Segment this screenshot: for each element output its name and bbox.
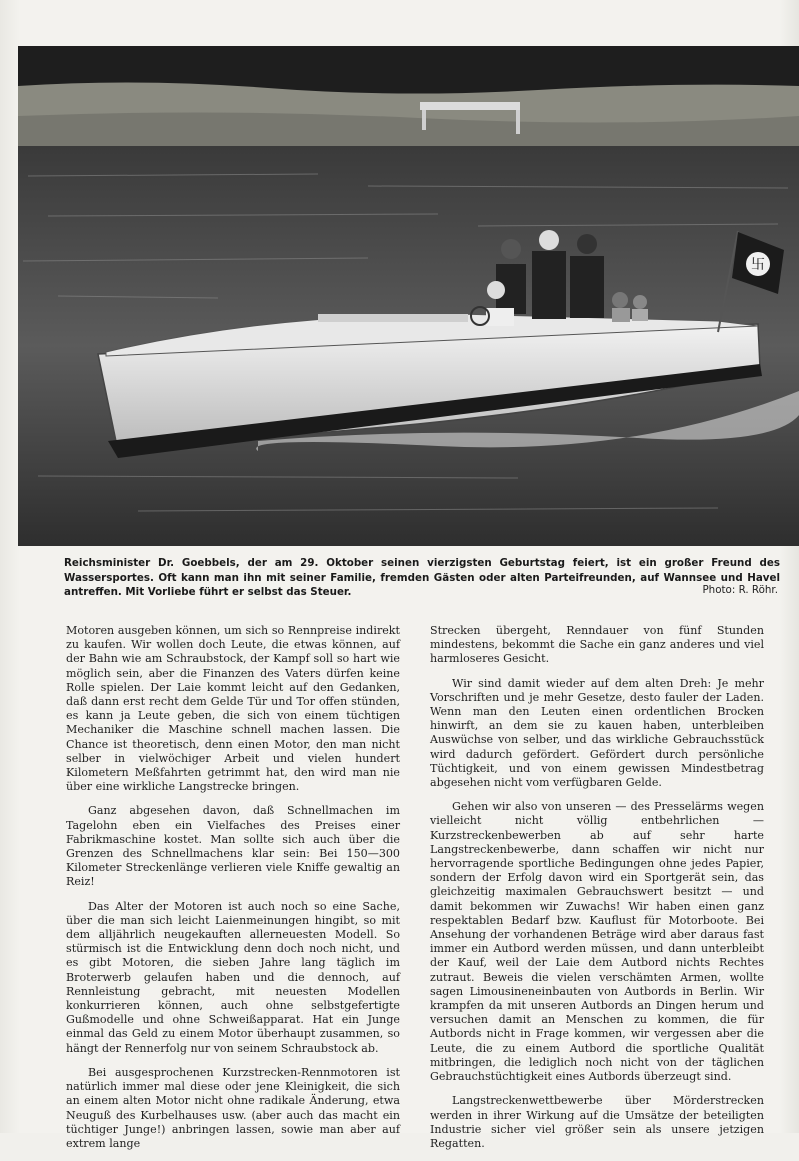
- paragraph: Bei ausgesprochenen Kurzstrecken-Rennmotoren ist natürlich immer mal diese oder jene Kleinigkeit, die sich an einem alten Motor nicht ohne radikale Änderung, etwa Neuguß des Kurbelhauses usw. (aber auch das macht ein tüchtiger Junge!) anbringen lassen, sowie man aber auf extrem lange: [66, 1065, 400, 1150]
- left-column: [66, 624, 400, 1161]
- photo-caption: Reichsminister Dr. Goebbels, der am 29. Oktober seinen vierzigsten Geburtstag feiert, ist ein großer Freund des Wassersportes. Oft kann man ihn mit seiner Familie, fremden Gästen oder alten Parteifreunden, auf Wannsee und Havel antreffen. Mit Vorliebe führt er selbst das Steuer.: [64, 557, 780, 598]
- paragraph: Gehen wir also von unseren — des Presselärms wegen vielleicht nicht völlig entbehrlichen — Kurzstreckenbewerben ab auf sehr harte Langstreckenbewerbe, dann schaffen wir nicht nur hervorragende sportliche Bedingungen ohne jedes Papier, sondern der Erfolg davon wird ein Sportgerät sein, das gleichzeitig maximalen Gebrauchswert besitzt — und damit bekommen wir Zuwachs! Wir haben einen ganz respektablen Bedarf bzw. Kauflust für Motorboote. Bei Ansehung der vorhandenen Beträge wird aber daraus fast immer ein Autbord werden müssen, und dann unterbleibt der Kauf, weil der Laie dem Autbord nichts Rechtes zutraut. Beweis die vielen verschämten Armen, wollte sagen Limousineneinbauten von Autbords in Berlin. Wir krampfen da mit unseren Autbords an Dingen herum und versuchen damit an Menschen zu kommen, die für Autbords nicht in Frage kommen, wir vergessen aber die Leute, die zu einem Autbord die sportliche Qualität mitbringen, die lediglich noch nicht von der täglichen Gebrauchstüchtigkeit eines Autbords überzeugt sind.: [430, 800, 764, 1084]
- photo-credit: Photo: R. Röhr.: [702, 584, 778, 596]
- paragraph: Das Alter der Motoren ist auch noch so eine Sache, über die man sich leicht Laienmeinungen hingibt, so mit dem alljährlich neugekauften allerneuesten Modell. So stürmisch ist die Entwicklung denn doch noch nicht, und es gibt Motoren, die sieben Jahre lang täglich im Broterwerb gelaufen haben und die dennoch, auf Rennleistung gebracht, mit neuesten Modellen konkurrieren können, auch ohne selbstgefertigte Gußmodelle und ohne Schweißapparat. Hat ein Junge einmal das Geld zu einem Motor überhaupt zusammen, so hängt der Rennerfolg nur von seinem Schraubstock ab.: [66, 899, 400, 1055]
- paragraph: Wir sind damit wieder auf dem alten Dreh: Je mehr Vorschriften und je mehr Gesetze, desto fauler der Laden. Wenn man den Leuten einen ordentlichen Brocken hinwirft, an dem sie zu kauen haben, unterbleiben Auswüchse von selber, und das wirkliche Gebrauchsstück wird dadurch gefördert. Gefördert durch persönliche Tüchtigkeit, und von einem gewissen Mindestbetrag abgesehen nicht vom verfügbaren Gelde.: [430, 676, 764, 790]
- right-column: [430, 624, 764, 1161]
- paragraph: Ganz abgesehen davon, daß Schnellmachen im Tagelohn eben ein Vielfaches des Preises einer Fabrikmaschine kostet. Man sollte sich auch über die Grenzen des Schnellmachens klar sein: Bei 150—300 Kilometer Streckenlänge verlieren viele Kniffe gewaltig an Reiz!: [66, 804, 400, 889]
- paragraph: Strecken übergeht, Renndauer von fünf Stunden mindestens, bekommt die Sache ein ganz anderes und viel harmloseres Gesicht.: [430, 624, 764, 666]
- svg-text:卐: 卐: [751, 257, 765, 273]
- paragraph: Langstreckenwettbewerbe über Mörderstrecken werden in ihrer Wirkung auf die Umsätze der beteiligten Industrie sicher viel größer sein als unsere jetzigen Regatten.: [430, 1094, 764, 1150]
- motorboat-photo: [18, 46, 799, 546]
- paragraph: Motoren ausgeben können, um sich so Rennpreise indirekt zu kaufen. Wir wollen doch Leute, die etwas können, auf der Bahn wie am Schraubstock, der Kampf soll so hart wie möglich sein, aber die Finanzen des Vaters dürfen keine Rolle spielen. Der Laie kommt leicht auf den Gedanken, daß dann erst recht dem Gelde Tür und Tor offen stünden, es kann ja Leute geben, die sich von einem tüchtigen Mechaniker die Maschine schnell machen lassen. Die Chance ist theoretisch, denn einen Motor, den man nicht selber in vielwöchiger Arbeit und vielen hundert Kilometern Meßfahrten getrimmt hat, den wird man nie über eine wirkliche Langstrecke bringen.: [66, 624, 400, 794]
